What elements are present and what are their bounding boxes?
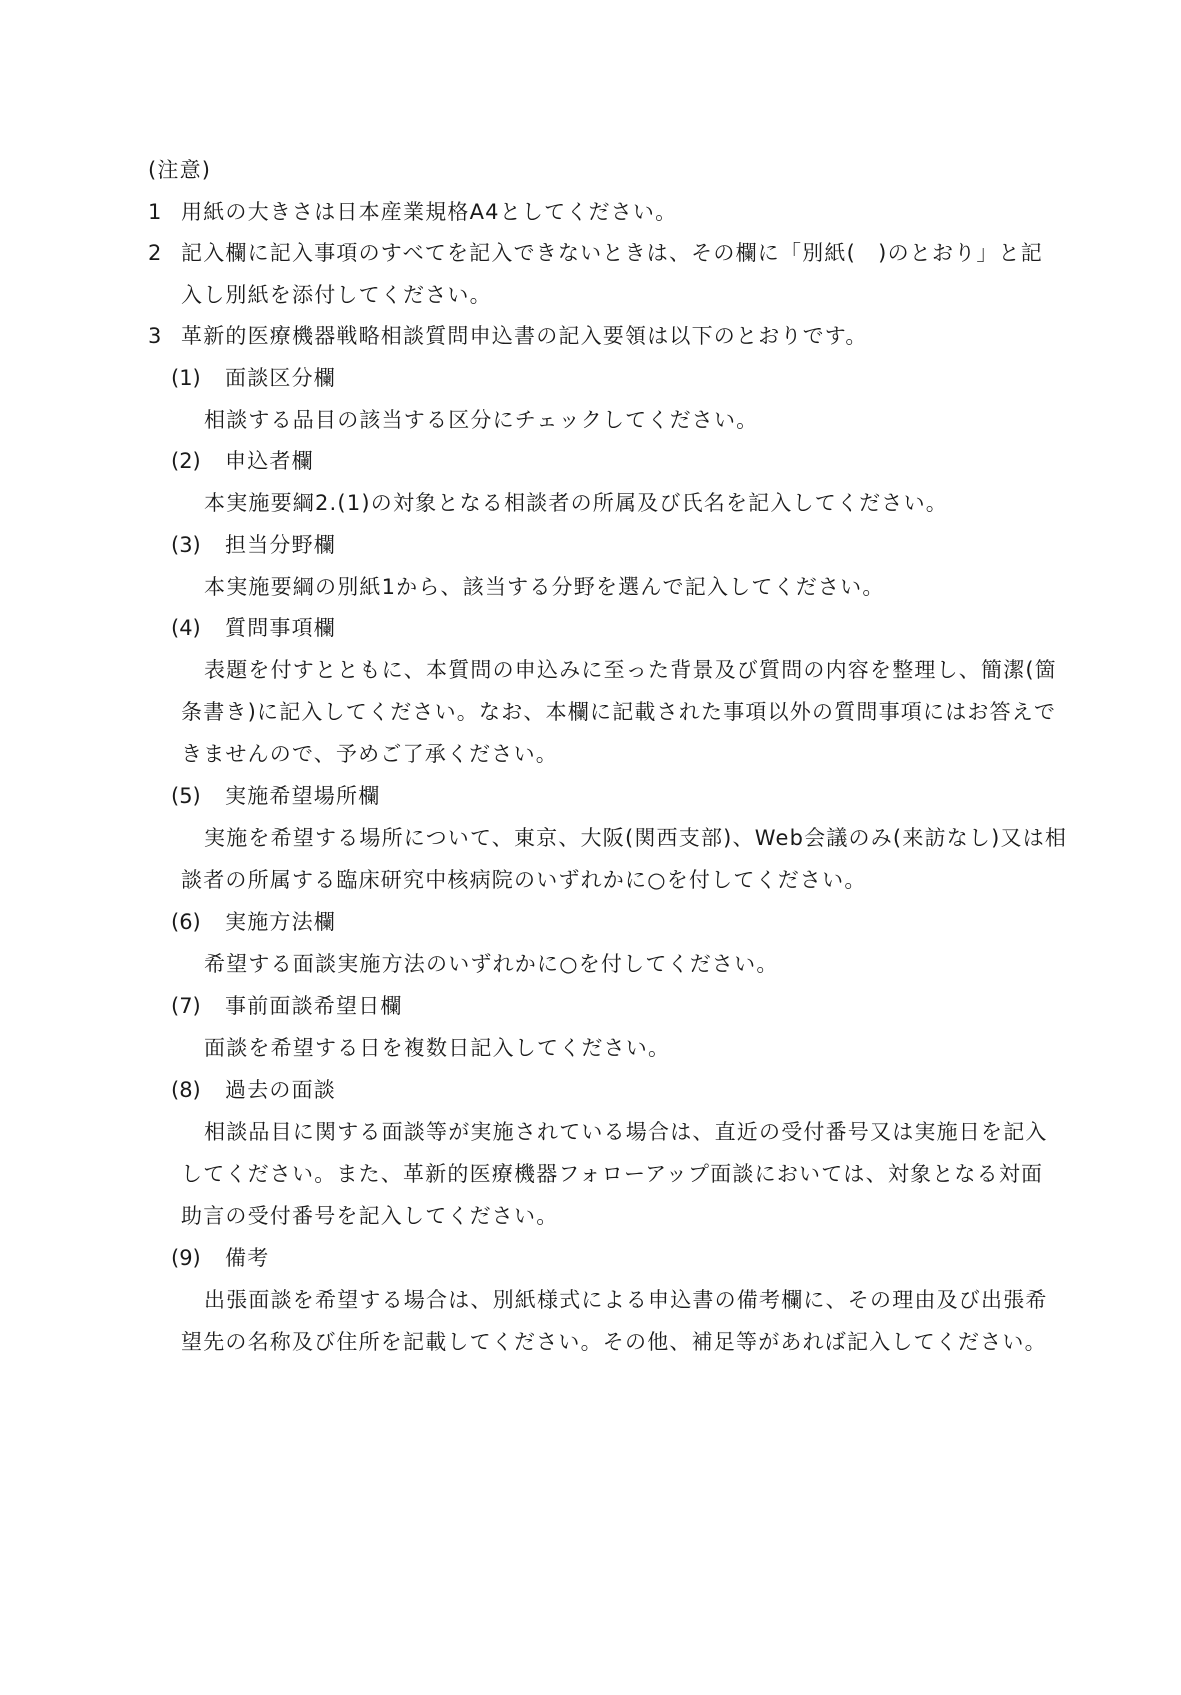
subitem-text: 本実施要綱2.(1)の対象となる相談者の所属及び氏名を記入してください。 [204,491,948,515]
subitem-text: 表題を付すとともに、本質問の申込みに至った背景及び質問の内容を整理し、簡潔(箇 [204,658,1057,682]
item-number: 3 [148,324,162,348]
subitem-text: 出張面談を希望する場合は、別紙様式による申込書の備考欄に、その理由及び出張希 [204,1288,1048,1312]
subitem-text: 相談する品目の該当する区分にチェックしてください。 [204,408,759,432]
subitem-text: きませんので、予めご了承ください。 [181,742,558,766]
subitem-number: (9) [171,1246,201,1270]
subitem-title: 質問事項欄 [225,616,336,640]
item-text: 革新的医療機器戦略相談質問申込書の記入要領は以下のとおりです。 [181,324,868,348]
subitem-number: (1) [171,366,201,390]
subitem-text: 助言の受付番号を記入してください。 [181,1204,559,1228]
subitem-text: 相談品目に関する面談等が実施されている場合は、直近の受付番号又は実施日を記入 [204,1120,1048,1144]
subitem-number: (6) [171,910,201,934]
subitem-title: 面談区分欄 [225,366,336,390]
item-text: 入し別紙を添付してください。 [181,283,492,307]
item-text: 用紙の大きさは日本産業規格A4としてください。 [181,200,678,224]
subitem-number: (2) [171,449,201,473]
subitem-title: 事前面談希望日欄 [225,994,403,1018]
subitem-text: 条書き)に記入してください。なお、本欄に記載された事項以外の質問事項にはお答えで [181,700,1057,724]
item-number: 2 [148,241,162,265]
subitem-title: 実施希望場所欄 [225,784,381,808]
subitem-number: (4) [171,616,201,640]
subitem-text: 希望する面談実施方法のいずれかに○を付してください。 [204,952,779,976]
subitem-number: (8) [171,1078,201,1102]
subitem-text: 面談を希望する日を複数日記入してください。 [204,1036,671,1060]
subitem-number: (5) [171,784,201,808]
subitem-text: 本実施要綱の別紙1から、該当する分野を選んで記入してください。 [204,575,885,599]
subitem-text: 談者の所属する臨床研究中核病院のいずれかに○を付してください。 [181,868,867,892]
item-number: 1 [148,200,162,224]
item-text: 記入欄に記入事項のすべてを記入できないときは、その欄に「別紙( )のとおり」と記 [181,241,1043,265]
subitem-text: 望先の名称及び住所を記載してください。その他、補足等があれば記入してください。 [181,1330,1047,1354]
subitem-title: 申込者欄 [225,449,314,473]
subitem-title: 担当分野欄 [225,533,336,557]
subitem-number: (3) [171,533,201,557]
subitem-text: してください。また、革新的医療機器フォローアップ面談においては、対象となる対面 [181,1162,1044,1186]
subitem-text: 実施を希望する場所について、東京、大阪(関西支部)、Web会議のみ(来訪なし)又は相 [204,826,1068,850]
subitem-number: (7) [171,994,201,1018]
subitem-title: 実施方法欄 [225,910,336,934]
subitem-title: 過去の面談 [225,1078,336,1102]
notes-heading: (注意) [148,158,212,182]
subitem-title: 備考 [225,1246,270,1270]
